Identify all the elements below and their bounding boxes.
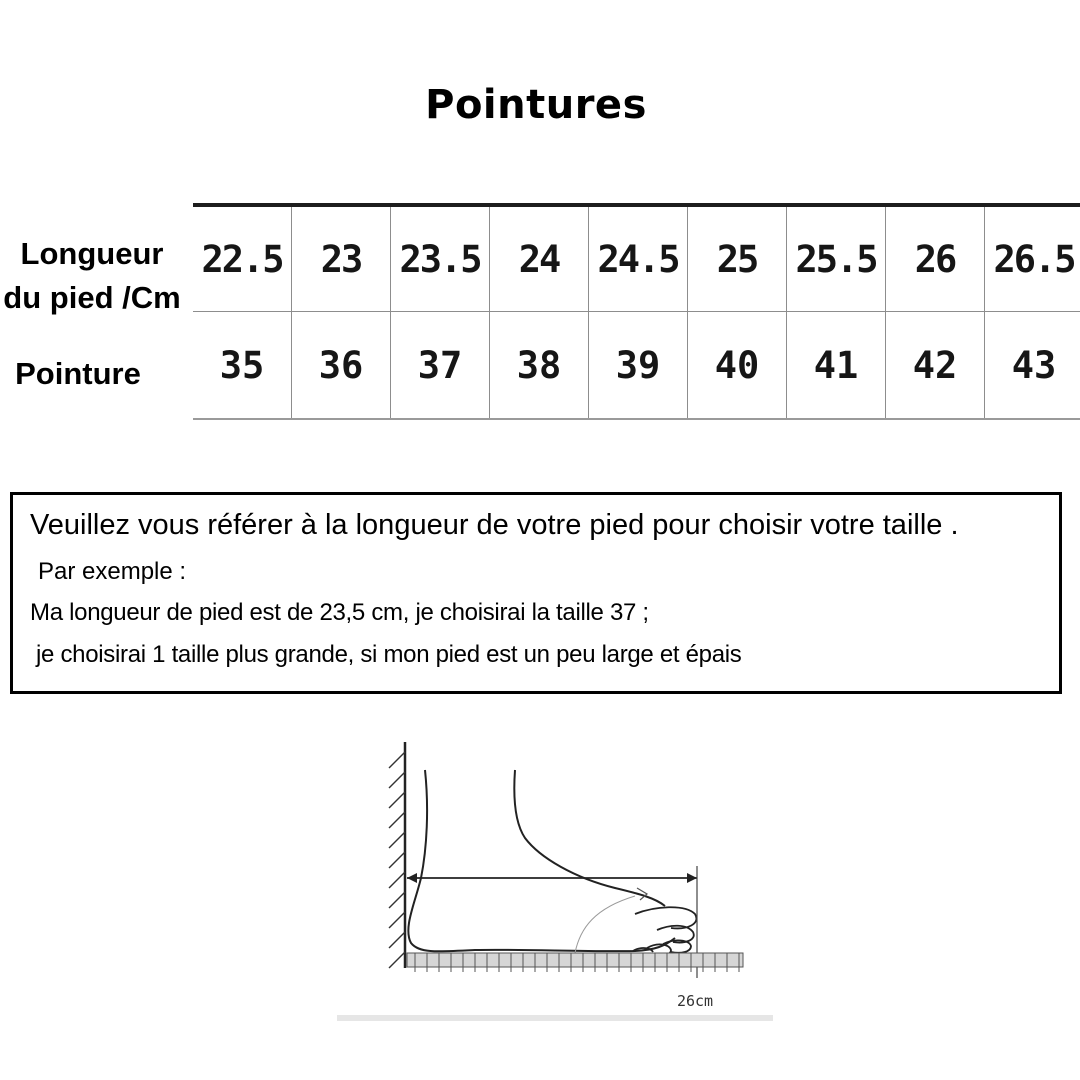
foot-length-cell: 23.5 xyxy=(391,205,490,312)
shoe-size-cell: 40 xyxy=(688,312,787,420)
measure-label: 26cm xyxy=(676,992,714,1010)
foot-length-row xyxy=(193,205,1080,312)
foot-length-cell: 26.5 xyxy=(985,205,1080,312)
size-advice-box xyxy=(10,492,1062,694)
shoe-size-cell: 39 xyxy=(589,312,688,420)
size-table xyxy=(193,203,1080,420)
shoe-size-cell: 35 xyxy=(219,343,265,387)
advice-example-heading: Par exemple : xyxy=(38,558,187,585)
wall-hatching xyxy=(389,752,405,968)
shoe-size-cell: 43 xyxy=(985,312,1080,420)
shoe-size-cell: 36 xyxy=(292,312,391,420)
advice-intro: Veuillez vous référer à la longueur de votre pied pour choisir votre taille . xyxy=(30,509,959,541)
toes xyxy=(633,907,696,955)
foot-length-cell: 26 xyxy=(886,205,985,312)
foot-length-cell: 23 xyxy=(292,205,391,312)
shoe-size-cell: 37 xyxy=(391,312,490,420)
foot-length-cell: 22.5 xyxy=(193,205,292,312)
foot-length-cell: 24.5 xyxy=(589,205,688,312)
size-table-container xyxy=(193,203,1080,421)
row-label-foot-length xyxy=(0,232,184,320)
advice-example-text: Ma longueur de pied est de 23,5 cm, je choisirai la taille 37 ; xyxy=(30,599,649,626)
row-label-foot-length-line1: Longueur xyxy=(20,236,164,271)
row-label-shoe-size: Pointure xyxy=(15,356,141,391)
foot-length-cell: 25 xyxy=(688,205,787,312)
foot-measurement-diagram xyxy=(335,738,775,1028)
foot-length-cell: 24 xyxy=(490,205,589,312)
shoe-size-cell: 41 xyxy=(787,312,886,420)
shoe-size-cell: 38 xyxy=(490,312,589,420)
advice-wide-foot-text: je choisirai 1 taille plus grande, si mon pied est un peu large et épais xyxy=(36,641,742,668)
shoe-size-cell: 42 xyxy=(886,312,985,420)
row-label-foot-length-line2: du pied /Cm xyxy=(3,280,181,315)
shoe-size-row xyxy=(193,312,1080,420)
foot-measurement-icon xyxy=(335,738,775,1028)
page-title: Pointures xyxy=(425,82,647,128)
foot-length-cell: 25.5 xyxy=(787,205,886,312)
